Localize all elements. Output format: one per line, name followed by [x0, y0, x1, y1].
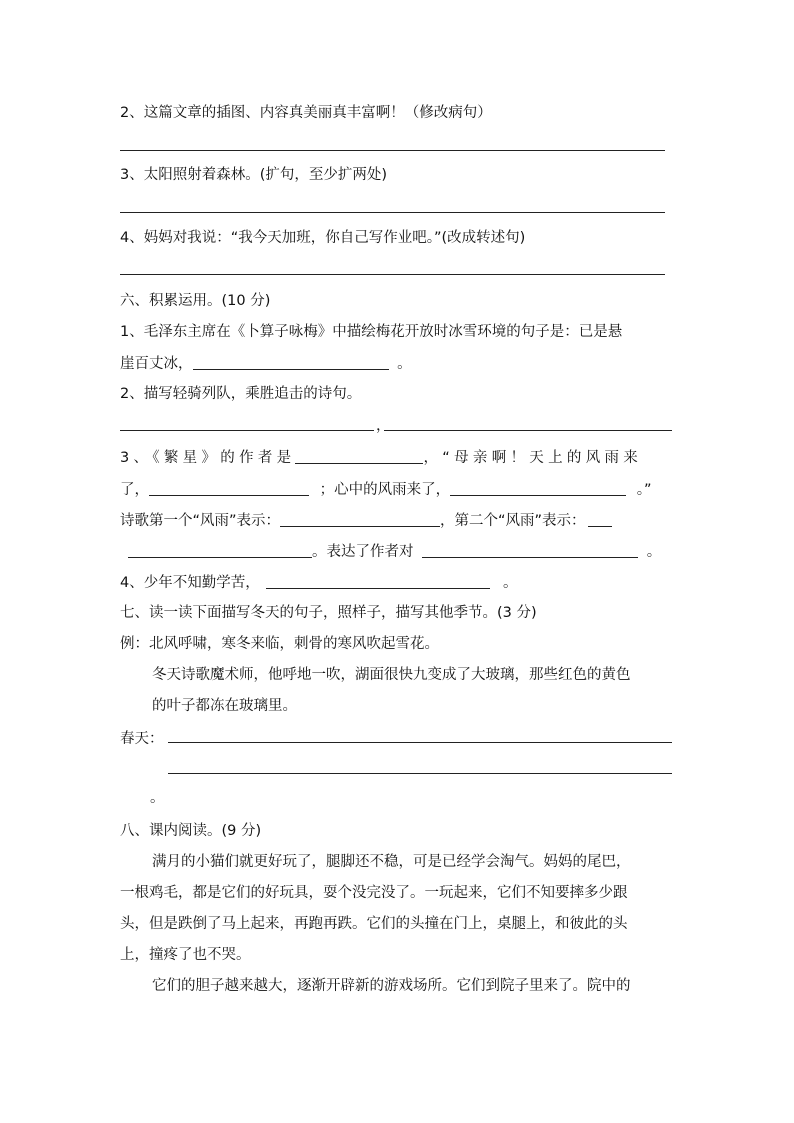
question-6-3-line3	[120, 510, 612, 531]
question-text: 了，	[120, 482, 149, 498]
question-6-1-line1: 1、毛泽东主席在《卜算子咏梅》中描绘梅花开放时冰雪环境的句子是：已是悬	[120, 324, 623, 340]
question-text: ，第二个“风雨”表示：	[440, 513, 586, 529]
question-6-3-line4	[128, 541, 661, 562]
example-text-line2: 的叶子都冻在玻璃里。	[152, 698, 297, 714]
answer-line[interactable]	[120, 274, 665, 275]
question-6-3-line1	[120, 447, 642, 468]
question-text: ，“母亲啊！天上的风雨来	[423, 450, 643, 466]
answer-blank[interactable]	[193, 353, 389, 370]
section-6-heading: 六、积累运用。(10 分)	[120, 293, 271, 309]
section-7-heading: 七、读一读下面描写冬天的句子，照样子，描写其他季节。(3 分)	[120, 605, 537, 621]
punctuation: 。	[150, 790, 165, 806]
answer-line[interactable]	[168, 742, 672, 743]
answer-line[interactable]	[168, 773, 672, 774]
punctuation: 。	[397, 356, 412, 372]
question-5-4: 4、妈妈对我说：“我今天加班，你自己写作业吧。”(改成转述句)	[120, 230, 526, 246]
punctuation: 。”	[636, 482, 652, 498]
example-text-line1: 冬天诗歌魔术师，他呼地一吹，湖面很快九变成了大玻璃，那些红色的黄色	[152, 667, 631, 683]
question-text: ；心中的风雨来了，	[319, 482, 451, 498]
question-5-3: 3、太阳照射着森林。(扩句，至少扩两处)	[120, 167, 388, 183]
question-6-3-line2	[120, 479, 651, 500]
answer-blank[interactable]	[422, 541, 638, 558]
answer-blank[interactable]	[295, 447, 423, 464]
question-text: 4、少年不知勤学苦，	[120, 575, 260, 591]
passage-p1-line2: 一根鸡毛，都是它们的好玩具，耍个没完没了。一玩起来，它们不知要摔多少跟	[120, 885, 628, 901]
question-text: 。表达了作者对	[312, 544, 414, 560]
passage-p1-line3: 头，但是跌倒了马上起来，再跑再跌。它们的头撞在门上，桌腿上，和彼此的头	[120, 916, 628, 932]
answer-blank[interactable]	[266, 572, 490, 589]
example-label: 例：北风呼啸，寒冬来临，刺骨的寒风吹起雪花。	[120, 636, 439, 652]
passage-p1-line4: 上，撞疼了也不哭。	[120, 947, 251, 963]
question-6-4	[120, 572, 517, 593]
answer-line[interactable]	[120, 150, 665, 151]
answer-blank[interactable]	[128, 541, 312, 558]
punctuation: 。	[646, 544, 662, 560]
answer-line[interactable]	[120, 212, 665, 213]
question-6-2: 2、描写轻骑列队，乘胜追击的诗句。	[120, 386, 362, 402]
answer-blank[interactable]	[588, 510, 612, 527]
punctuation: 。	[502, 575, 518, 591]
section-8-heading: 八、课内阅读。(9 分)	[120, 823, 262, 839]
question-text: 3、《繁星》的作者是	[120, 450, 296, 466]
question-text: 崖百丈冰，	[120, 356, 193, 372]
question-5-2: 2、这篇文章的插图、内容真美丽真丰富啊！（修改病句）	[120, 105, 492, 121]
comma-separator: ，	[376, 418, 391, 434]
passage-p2-line1: 它们的胆子越来越大，逐渐开辟新的游戏场所。它们到院子里来了。院中的	[152, 978, 631, 994]
question-6-1-line2	[120, 353, 412, 374]
spring-label: 春天：	[120, 731, 164, 747]
answer-blank[interactable]	[450, 479, 626, 496]
answer-blank[interactable]	[280, 510, 440, 527]
answer-line[interactable]	[120, 430, 374, 431]
answer-line[interactable]	[384, 430, 672, 431]
question-text: 诗歌第一个“风雨”表示：	[120, 513, 281, 529]
answer-blank[interactable]	[149, 479, 309, 496]
passage-p1-line1: 满月的小猫们就更好玩了，腿脚还不稳，可是已经学会淘气。妈妈的尾巴，	[152, 854, 631, 870]
